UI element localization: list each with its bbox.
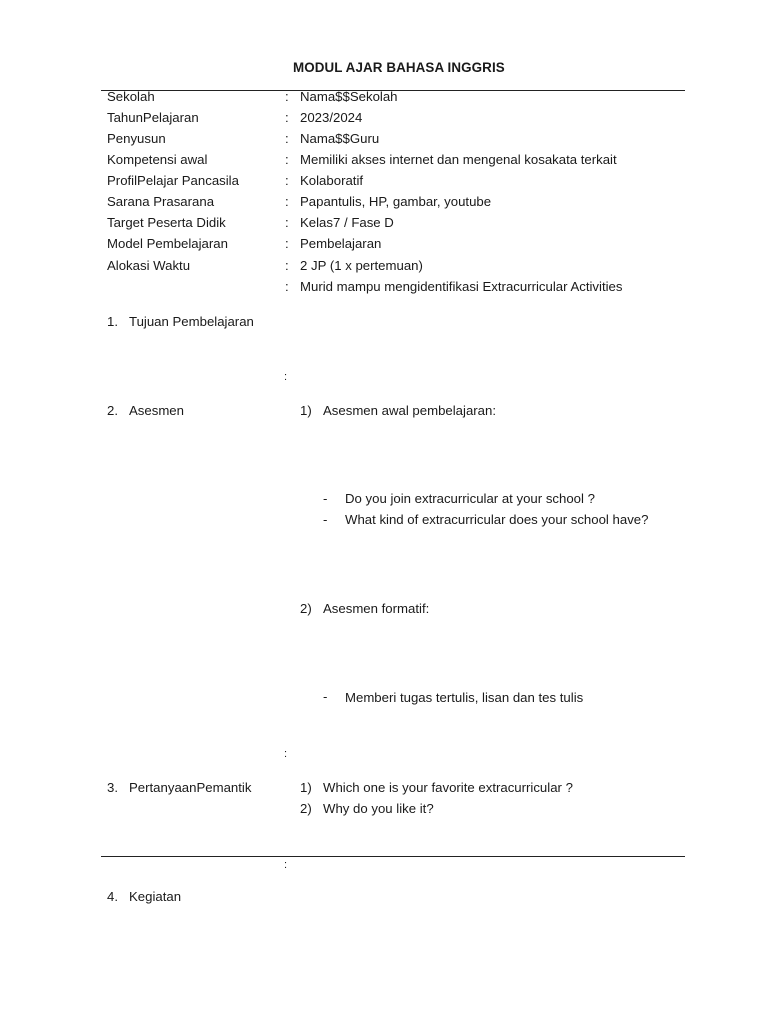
list-number: 1) — [300, 780, 312, 795]
info-label: Sarana Prasarana — [107, 194, 215, 209]
info-value: Nama$$Sekolah — [300, 89, 398, 104]
section-number: 3. — [107, 780, 118, 795]
section-colon: : — [284, 748, 288, 760]
info-value: Memiliki akses internet dan mengenal kosakata terkait — [300, 152, 617, 167]
info-value: Kolaboratif — [300, 173, 364, 188]
list-number: 1) — [300, 403, 312, 418]
section-number: 4. — [107, 889, 118, 904]
info-colon: : — [285, 110, 289, 125]
info-colon: : — [285, 194, 289, 209]
info-colon: : — [285, 236, 289, 251]
list-item-text: Why do you like it? — [323, 801, 434, 816]
info-value: 2023/2024 — [300, 110, 363, 125]
bullet-text: Do you join extracurricular at your school ? — [345, 491, 595, 506]
bullet-text: Memberi tugas tertulis, lisan dan tes tulis — [345, 690, 584, 705]
info-label: ProfilPelajar Pancasila — [107, 173, 239, 188]
info-value: Murid mampu mengidentifikasi Extracurricular Activities — [300, 279, 623, 294]
info-colon: : — [285, 131, 289, 146]
info-label: Model Pembelajaran — [107, 236, 228, 251]
info-value: 2 JP (1 x pertemuan) — [300, 258, 423, 273]
info-label: Penyusun — [107, 131, 166, 146]
info-label: TahunPelajaran — [107, 110, 199, 125]
bullet-dash: - — [323, 689, 328, 704]
info-colon: : — [285, 173, 289, 188]
section-colon: : — [284, 371, 288, 383]
info-value: Nama$$Guru — [300, 131, 380, 146]
section-number: 2. — [107, 403, 118, 418]
info-label: Target Peserta Didik — [107, 215, 226, 230]
info-colon: : — [285, 215, 289, 230]
info-label: Sekolah — [107, 89, 155, 104]
section-title: Tujuan Pembelajaran — [129, 314, 254, 329]
bullet-dash: - — [323, 512, 328, 527]
info-value: Kelas7 / Fase D — [300, 215, 394, 230]
info-colon: : — [285, 152, 289, 167]
section-title: PertanyaanPemantik — [129, 780, 252, 795]
document-title: MODUL AJAR BAHASA INGGRIS — [293, 60, 505, 75]
list-item-text: Which one is your favorite extracurricular ? — [323, 780, 573, 795]
info-colon: : — [285, 279, 289, 294]
bottom-divider — [101, 856, 685, 857]
list-number: 2) — [300, 801, 312, 816]
bullet-text: What kind of extracurricular does your school have? — [345, 512, 649, 527]
list-item-text: Asesmen formatif: — [323, 601, 430, 616]
info-colon: : — [285, 258, 289, 273]
list-item-text: Asesmen awal pembelajaran: — [323, 403, 496, 418]
info-label: Kompetensi awal — [107, 152, 208, 167]
list-number: 2) — [300, 601, 312, 616]
section-number: 1. — [107, 314, 118, 329]
section-colon: : — [284, 859, 288, 871]
info-value: Papantulis, HP, gambar, youtube — [300, 194, 492, 209]
section-title: Kegiatan — [129, 889, 182, 904]
info-colon: : — [285, 89, 289, 104]
info-label: Alokasi Waktu — [107, 258, 191, 273]
section-title: Asesmen — [129, 403, 184, 418]
bullet-dash: - — [323, 491, 328, 506]
info-value: Pembelajaran — [300, 236, 382, 251]
